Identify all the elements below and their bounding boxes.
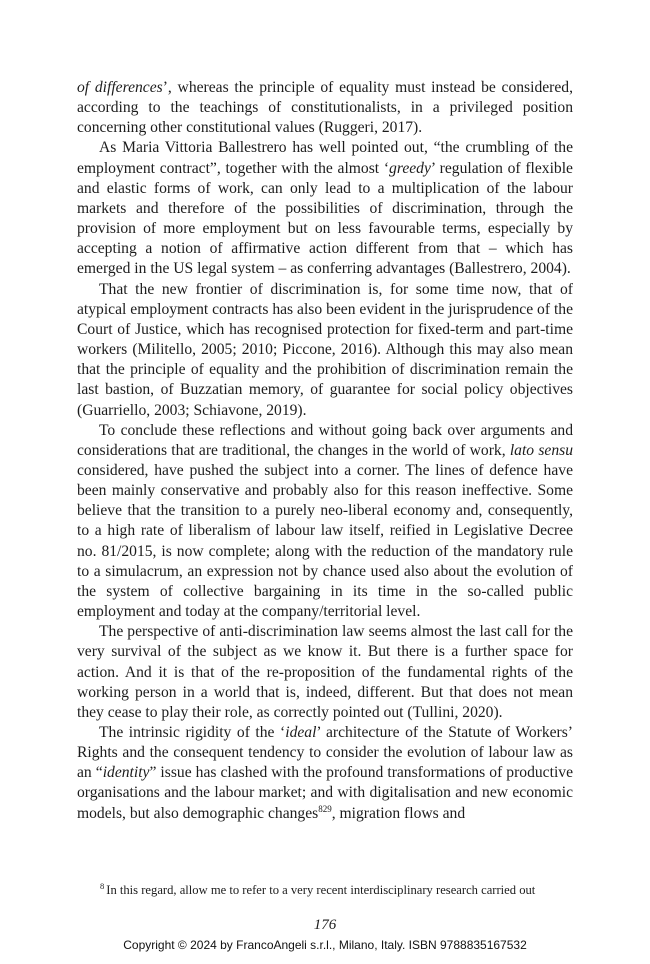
footnote xyxy=(100,882,580,898)
paragraph-text: , migration flows and xyxy=(331,804,466,822)
emphasis-text: greedy xyxy=(389,159,431,177)
copyright-notice: Copyright © 2024 by FrancoAngeli s.r.l., Milano, Italy. ISBN 9788835167532 xyxy=(123,938,527,952)
paragraph-1 xyxy=(77,78,573,138)
paragraph-4 xyxy=(77,421,573,623)
paragraph-text: ’ architecture of the Statute of Workers’ Rights and the consequent tendency to consider the evolution of labour law as an “ xyxy=(77,724,573,782)
paragraph-3: That the new frontier of discrimination is, for some time now, that of atypical employment contracts has also been evident in the jurisprudence of the Court of Justice, which has recognised protection for fixed-term and part-time workers (Militello, 2005; 2010; Piccone, 2016). Although this may also mean that the principle of equality and the prohibition of discrimination remain the last bastion, of Buzzatian memory, of guarantee for social policy objectives (Guarriello, 2003; Schiavone, 2019). xyxy=(77,280,573,419)
paragraph-5: The perspective of anti-discrimination law seems almost the last call for the very survival of the subject as we know it. But there is a further space for action. And it is that of the re-proposition of the fundamental rights of the working person in a world that is, indeed, different. But that does not mean they cease to play their role, as correctly pointed out (Tullini, 2020). xyxy=(77,623,573,721)
paragraph-text: As Maria Vittoria Ballestrero has well pointed out, “the crumbling of the employment contract”, together with the almost ‘ xyxy=(77,139,573,177)
paragraph-text: ” issue has clashed with the profound transformations of productive organisations and the labour market; and with digitalisation and new economic models, but also demographic changes xyxy=(77,764,573,822)
paragraph-text: To conclude these reflections and without going back over arguments and considerations that are traditional, the changes in the world of work, xyxy=(77,421,573,459)
footnote-mark: 8 xyxy=(100,880,105,891)
emphasis-text: lato sensu xyxy=(509,441,573,459)
paragraph-2 xyxy=(77,138,573,279)
paragraph-text: The intrinsic rigidity of the ‘ xyxy=(99,724,286,741)
footnote-text: In this regard, allow me to refer to a very recent interdisciplinary research carried out xyxy=(106,883,536,897)
paragraph-text: ’, whereas the principle of equality must instead be considered, according to the teachings of constitutionalists, in a privileged position concerning other constitutional values (Ruggeri, 2017). xyxy=(77,79,573,137)
paragraph-text: ’ regulation of flexible and elastic forms of work, can only lead to a multiplication of the labour markets and therefore of the possibilities of discrimination, through the provision of more employment but on less favourable terms, especially by accepting a notion of affirmative action different from that – which has emerged in the US legal system – as conferring advantages (Ballestrero, 2004). xyxy=(77,159,573,278)
footnote-reference[interactable]: 829 xyxy=(318,803,332,814)
paragraph-6 xyxy=(77,723,573,824)
emphasis-text: ideal xyxy=(285,724,317,741)
emphasis-text: of differences xyxy=(77,79,163,96)
page-body xyxy=(77,78,573,824)
emphasis-text: identity xyxy=(102,764,150,782)
paragraph-text: considered, have pushed the subject into a corner. The lines of defence have been mainly conservative and probably also for this reason ineffective. Some believe that the transition to a purely neo-liberal economy and, consequently, to a high rate of liberalism of labour law itself, reified in Legislative Decree no. 81/2015, is now complete; along with the reduction of the mandatory rule to a simulacrum, an expression not by chance used also about the evolution of the system of collective bargaining in its time in the so-called public employment and today at the company/territorial level. xyxy=(77,461,573,621)
page-number: 176 xyxy=(313,917,337,933)
